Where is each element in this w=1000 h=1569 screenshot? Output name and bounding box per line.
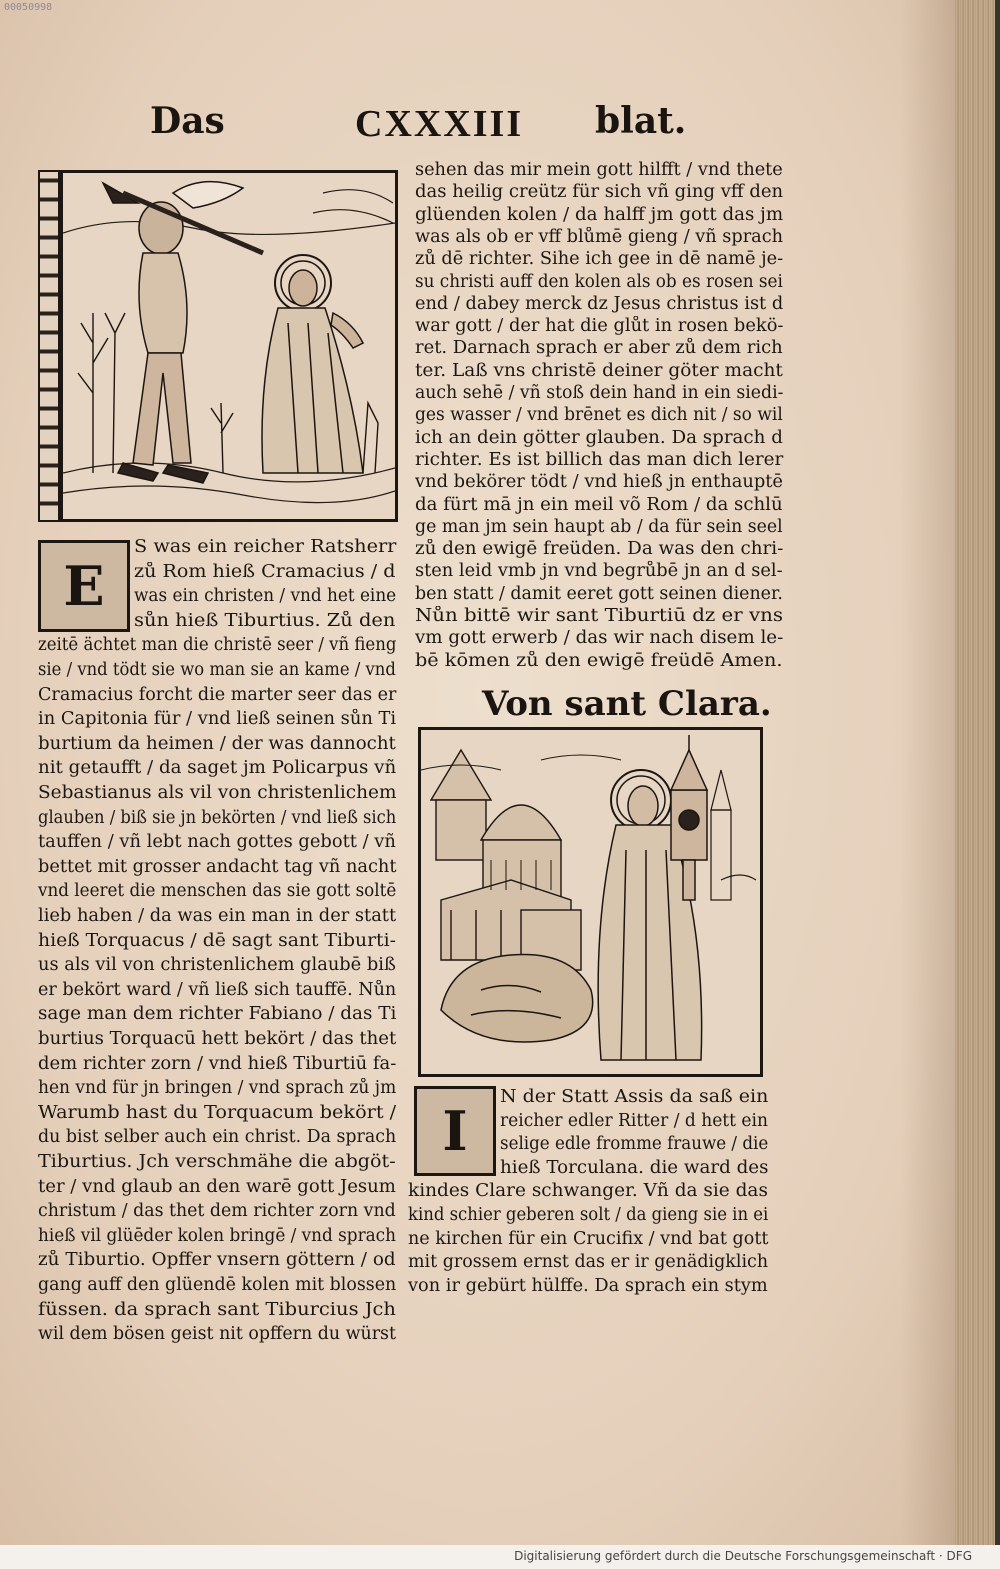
folio-number: CXXXIII: [355, 103, 524, 145]
text-line: christum / das thet dem richter zorn vnd: [38, 1201, 396, 1222]
text-line: ben statt / damit eeret gott seinen diener.: [415, 583, 783, 604]
text-line: sehen das mir mein gott hilfft / vnd thete: [415, 160, 783, 180]
text-line: Warumb hast du Torquacum bekört /: [38, 1102, 397, 1123]
header-left-word: Das: [150, 100, 225, 142]
text-line: burtius Torquacū hett bekört / das thet: [38, 1029, 397, 1049]
initial-letter-glyph-clara: I: [442, 1099, 468, 1163]
text-line: ret. Darnach sprach er aber zů dem rich: [415, 338, 783, 359]
text-line: nit getaufft / da saget jm Policarpus vñ: [38, 758, 397, 779]
text-line: hieß vil glüēder kolen bringē / vnd sprach: [38, 1225, 396, 1246]
decorated-initial-letter: [38, 540, 130, 632]
text-line: mit grossem ernst das er ir genädigklich: [408, 1252, 769, 1273]
text-line: burtium da heimen / der was dannocht: [38, 733, 396, 754]
text-line: was ein christen / vnd het eine: [134, 586, 397, 607]
text-line: gang auff den glüendē kolen mit blossen: [38, 1275, 397, 1295]
text-line: richter. Es ist billich das man dich lerer: [415, 449, 784, 470]
text-line: kindes Clare schwanger. Vñ da sie das: [408, 1181, 768, 1202]
text-line: vm gott erwerb / das wir nach disem le-: [415, 628, 784, 649]
text-line: hieß Torculana. die ward des: [500, 1157, 769, 1178]
page-edge-shadow: [900, 0, 960, 1545]
funding-credit: Digitalisierung gefördert durch die Deutsche Forschungsgemeinschaft · DFG: [514, 1549, 972, 1563]
book-page-edges: [955, 0, 995, 1545]
woodcut-martyrdom-illustration: [60, 170, 398, 522]
text-line: lieb haben / da was ein man in der statt: [38, 906, 397, 926]
text-line: hen vnd für jn bringen / vnd sprach zů jm: [38, 1078, 397, 1099]
text-line: da fürt mā jn ein meil võ Rom / da schlū: [415, 494, 783, 515]
text-line: zů den ewigē freüden. Da was den chri-: [415, 539, 784, 560]
text-line: das heilig creütz für sich vñ ging vff den: [415, 182, 784, 203]
text-line: füssen. da sprach sant Tiburcius Jch: [38, 1299, 396, 1320]
text-line: zů Tiburtio. Opffer vnsern göttern / od: [38, 1250, 396, 1271]
text-line: us als vil von christenlichem glaubē biß: [38, 955, 396, 976]
text-line: zů dē richter. Sihe ich gee in dē namē je-: [415, 249, 784, 270]
text-line: selige edle fromme frauwe / die: [500, 1134, 769, 1155]
text-line: hieß Torquacus / dē sagt sant Tiburti-: [38, 930, 396, 951]
text-line: reicher edler Ritter / d hett ein: [500, 1110, 768, 1131]
text-line: bettet mit grosser andacht tag vñ nacht: [38, 856, 397, 877]
text-line: was als ob er vff blůmē gieng / vñ sprach: [415, 226, 784, 247]
woodcut-martyrdom-drawing: [63, 173, 395, 519]
text-line: glauben / biß sie jn bekörten / vnd ließ sich: [38, 807, 397, 828]
text-line: N der Statt Assis da saß ein: [500, 1087, 769, 1107]
text-line: ich an dein götter glauben. Da sprach d: [415, 427, 783, 448]
text-line: sten leid vmb jn vnd begrůbē jn an d sel-: [415, 561, 783, 582]
text-line: bē kōmen zů den ewigē freüdē Amen.: [415, 650, 783, 671]
text-line: kind schier geberen solt / da gieng sie in ei: [408, 1205, 769, 1225]
running-header: [150, 100, 690, 155]
text-line: er bekört ward / vñ ließ sich tauffē. Nůn: [38, 979, 397, 1000]
text-line: vnd bekörer tödt / vnd hieß jn enthauptē: [415, 472, 783, 493]
text-line: ge man jm sein haupt ab / da für sein seel: [415, 516, 783, 537]
text-line: du bist selber auch ein christ. Da sprach: [38, 1127, 397, 1148]
text-line: Tiburtius. Jch verschmähe die abgöt-: [38, 1152, 396, 1172]
text-line: zů Rom hieß Cramacius / d: [134, 561, 396, 582]
text-line: S was ein reicher Ratsherr: [134, 537, 397, 557]
section-title-sant-clara: Von sant Clara.: [482, 684, 772, 724]
text-line: end / dabey merck dz Jesus christus ist d: [415, 293, 784, 314]
text-line: wil dem bösen geist nit opffern du würst: [38, 1324, 396, 1345]
text-line: ne kirchen für ein Crucifix / vnd bat gott: [408, 1228, 769, 1249]
text-line: Cramacius forcht die marter seer das er: [38, 684, 397, 705]
initial-letter-glyph: E: [63, 554, 105, 618]
text-line: ter. Laß vns christē deiner göter macht: [415, 360, 783, 381]
woodcut-sant-clara-illustration: [418, 727, 763, 1077]
text-line: in Capitonia für / vnd ließ seinen sůn Ti: [38, 709, 397, 730]
text-line: sůn hieß Tiburtius. Zů den: [134, 610, 396, 631]
text-line: sie / vnd tödt sie wo man sie an kame / vnd: [38, 660, 396, 680]
decorated-initial-letter-clara: [414, 1086, 496, 1176]
text-line: ter / vnd glaub an den warē gott Jesum: [38, 1176, 396, 1197]
ornamental-border-strip: [38, 170, 60, 522]
text-line: dem richter zorn / vnd hieß Tiburtiū fa-: [38, 1053, 397, 1074]
woodcut-clara-drawing: [421, 730, 760, 1074]
text-line: sage man dem richter Fabiano / das Ti: [38, 1004, 397, 1025]
text-line: vnd leeret die menschen das sie gott soltē: [38, 881, 397, 902]
scan-id: 00050998: [4, 2, 53, 13]
text-line: von ir gebürt hülffe. Da sprach ein stym: [408, 1275, 768, 1296]
text-line: zeitē ächtet man die christē seer / vñ fieng: [38, 635, 397, 656]
text-line: auch sehē / vñ stoß dein hand in ein siedi-: [415, 383, 784, 403]
text-line: su christi auff den kolen als ob es rosen sei: [415, 271, 783, 292]
text-line: tauffen / vñ lebt nach gottes gebott / vñ: [38, 832, 396, 853]
header-right-word: blat.: [595, 100, 687, 142]
text-line: glüenden kolen / da halff jm gott das jm: [415, 204, 784, 225]
text-line: ges wasser / vnd brēnet es dich nit / so wil: [415, 405, 783, 426]
text-line: war gott / der hat die glůt in rosen bekö-: [415, 316, 784, 337]
text-line: Sebastianus als vil von christenlichem: [38, 783, 397, 803]
text-line: Nůn bittē wir sant Tiburtiū dz er vns: [415, 606, 783, 626]
